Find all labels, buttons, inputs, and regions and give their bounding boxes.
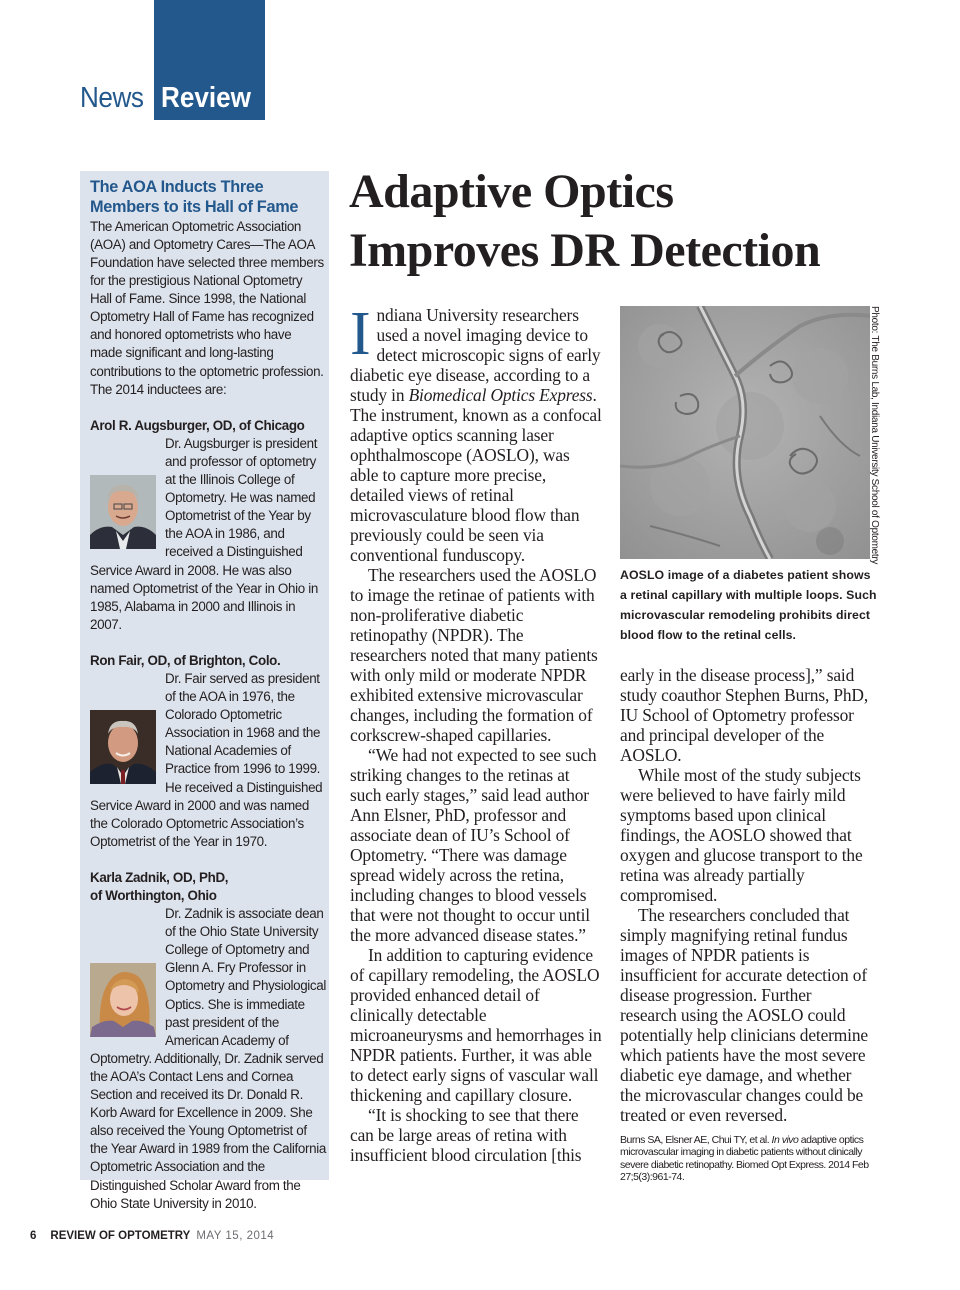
inductee-name: Karla Zadnik, OD, PhD, of Worthington, Ohio <box>90 869 229 903</box>
portrait-photo-zadnik <box>90 963 156 1037</box>
portrait-photo-augsburger <box>90 475 156 549</box>
article-paragraph: While most of the study subjects were believed to have fairly mild symptoms based upon clinical findings, the AOSLO showed that oxygen and glucose transport to the retina was already partially compromised. <box>620 765 863 905</box>
section-label-review: Review <box>161 82 251 114</box>
article-paragraph: The researchers used the AOSLO to image the retinae of patients with non-proliferative diabetic retinopathy (NPDR). The researchers noted that many patients with only mild or moderate NPDR exhibited extensive microvascular changes, including the formation of corkscrew-shaped capillaries. <box>350 565 598 745</box>
article-column-2 <box>620 665 872 1125</box>
drop-cap: I <box>350 300 371 368</box>
article-paragraph: “We had not expected to see such striking changes to the retinas at such early stages,” said lead author Ann Elsner, PhD, professor and associate dean of IU’s School of Optometry. “There was damage spread widely across the retina, including changes to blood vessels that were not thought to occur until the more advanced disease states.” <box>350 745 597 945</box>
section-label-news: News <box>80 82 144 114</box>
sidebar-intro: The American Optometric Association (AOA) and Optometry Cares—The AOA Foundation have selected three members for the prestigious National Optometry Hall of Fame. Since 1998, the National Optometry Hall of Fame has recognized and honored optometrists who have made significant and long-lasting contributions to the optometric profession. The 2014 inductees are: <box>90 218 324 397</box>
inductee-entry <box>90 905 326 1213</box>
inductee-name: Arol R. Augsburger, OD, of Chicago <box>90 417 305 433</box>
inductee-bio: Dr. Fair served as president of the AOA in 1976, the Colorado Optometric Association in 1968 and the National Academies of Practice from 1996 to 1999. He received a Distinguished Service Award in 2000 and was named the Colorado Optometric Association’s Optometrist of the Year in 1970. <box>90 670 323 849</box>
reference-citation: Burns SA, Elsner AE, Chui TY, et al. In vivo adaptive optics microvascular imaging in diabetic patients without clinically severe diabetic retinopathy. Biomed Opt Express. 2014 Feb 27;5(3):961-74. <box>620 1134 869 1183</box>
page-footer <box>30 1230 274 1242</box>
inductee-bio: Dr. Zadnik is associate dean of the Ohio State University College of Optometry and Glenn A. Fry Professor in Optometry and Physiological Optics. She is immediate past president of the American Academy of Optometry. Additionally, Dr. Zadnik served the AOA’s Contact Lens and Cornea Section and received its Dr. Donald R. Korb Award for Excellence in 2009. She also received the Young Optometrist of the Year Award in 1989 from the California Optometric Association and the Distinguished Scholar Award from the Ohio State University in 2010. <box>90 906 326 1211</box>
inductee-name: Ron Fair, OD, of Brighton, Colo. <box>90 652 281 668</box>
article-paragraph: “It is shocking to see that there can be large areas of retina with insufficient blood circulation [this <box>350 1105 582 1165</box>
inductee-bio: Dr. Augsburger is president and professor of optometry at the Illinois College of Optometry. He was named Optometrist of the Year by the AOA in 1986, and received a Distinguished Service Award in 2008. He was also named Optometrist of the Year in Ohio in 1985, Alabama in 2000 and Illinois in 2007. <box>90 435 318 632</box>
portrait-photo-fair <box>90 710 156 784</box>
article-column-1 <box>350 300 602 1165</box>
journal-title: Biomedical Optics Express <box>408 385 593 405</box>
issue-date: MAY 15, 2014 <box>196 1230 275 1242</box>
article-paragraph: Indiana University researchers used a novel imaging device to detect microscopic signs of early diabetic eye disease, according to a study in Biomedical Optics Express. The instrument, known as a confocal adaptive optics scanning laser ophthalmoscope (AOSLO), was able to capture more precise, detailed views of retinal microvasculature blood flow than previously could be seen via conventional funduscopy. <box>350 300 602 565</box>
headline-line: Adaptive Optics <box>349 165 674 218</box>
inductee-entry <box>90 670 326 851</box>
article-paragraph: The researchers concluded that simply magnifying retinal fundus images of NPDR patients is insufficient for accurate detection of disease progression. Further research using the AOSLO could potentially help clinicians determine which patients have the most severe diabetic eye damage, and whether the microvascular changes could be treated or even reversed. <box>620 905 868 1125</box>
sidebar-title: The AOA Inducts Three Members to its Hall of Fame <box>90 178 299 217</box>
hall-of-fame-sidebar <box>80 171 329 1211</box>
magazine-name: REVIEW OF OPTOMETRY <box>50 1230 191 1242</box>
page-number: 6 <box>30 1230 37 1242</box>
article-paragraph: early in the disease process],” said study coauthor Stephen Burns, PhD, IU School of Optometry professor and principal developer of the AOSLO. <box>620 665 869 765</box>
article-headline <box>349 162 909 280</box>
photo-credit: Photo: The Burns Lab, Indiana University School of Optometry <box>869 306 880 565</box>
article-paragraph: In addition to capturing evidence of capillary remodeling, the AOSLO provided enhanced detail of clinically detectable microaneurysms and hemorrhages in NPDR patients. Further, it was able to detect early signs of vascular wall thickening and capillary closure. <box>350 945 602 1105</box>
headline-line: Improves DR Detection <box>349 224 821 277</box>
inductee-entry <box>90 435 326 634</box>
figure-caption: AOSLO image of a diabetes patient shows a retinal capillary with multiple loops. Such microvascular remodeling prohibits direct blood flow to the retinal cells. <box>620 568 877 642</box>
retinal-aoslo-image <box>620 306 870 559</box>
